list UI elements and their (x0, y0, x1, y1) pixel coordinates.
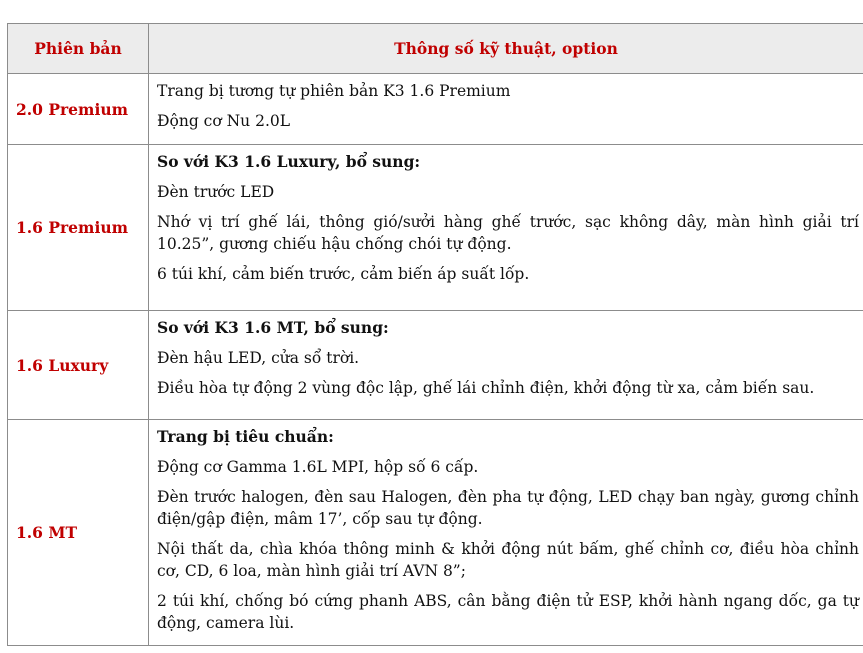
specs-cell (149, 420, 863, 646)
variant-cell: 1.6 Luxury (8, 311, 149, 420)
spec-line: Nhớ vị trí ghế lái, thông gió/sưởi hàng ghế trước, sạc không dây, màn hình giải trí 10.25”, gương chiếu hậu chống chói tự động. (157, 213, 859, 253)
table-row (8, 311, 863, 420)
spec-line: Nội thất da, chìa khóa thông minh & khởi động nút bấm, ghế chỉnh cơ, điều hòa chỉnh cơ, CD, 6 loa, màn hình giải trí AVN 8”; (157, 540, 859, 580)
header-specs: Thông số kỹ thuật, option (149, 24, 863, 74)
table-header (8, 24, 863, 74)
spec-line: Động cơ Gamma 1.6L MPI, hộp số 6 cấp. (157, 458, 479, 476)
specs-cell (149, 74, 863, 145)
spec-line: Đèn trước LED (157, 183, 275, 201)
spec-line: Trang bị tương tự phiên bản K3 1.6 Premium (157, 82, 511, 100)
table-row (8, 420, 863, 646)
spec-line: Điều hòa tự động 2 vùng độc lập, ghế lái chỉnh điện, khởi động từ xa, cảm biến sau. (157, 379, 815, 397)
spec-heading: So với K3 1.6 MT, bổ sung: (157, 318, 389, 337)
table-body (8, 74, 863, 646)
header-row (8, 24, 863, 74)
spec-line: Đèn hậu LED, cửa sổ trời. (157, 349, 360, 367)
specs-cell (149, 145, 863, 311)
variant-cell: 2.0 Premium (8, 74, 149, 145)
spec-table (7, 23, 863, 646)
spec-heading: So với K3 1.6 Luxury, bổ sung: (157, 152, 421, 171)
variant-cell: 1.6 MT (8, 420, 149, 646)
specs-cell (149, 311, 863, 420)
table-row (8, 74, 863, 145)
spec-line: Đèn trước halogen, đèn sau Halogen, đèn pha tự động, LED chạy ban ngày, gương chỉnh điện/gập điện, mâm 17’, cốp sau tự động. (157, 488, 859, 528)
header-variant: Phiên bản (8, 24, 149, 74)
spec-heading: Trang bị tiêu chuẩn: (157, 427, 334, 446)
spec-line: 2 túi khí, chống bó cứng phanh ABS, cân bằng điện tử ESP, khởi hành ngang dốc, ga tự động, camera lùi. (157, 592, 859, 632)
spec-line: 6 túi khí, cảm biến trước, cảm biến áp suất lốp. (157, 265, 530, 283)
variant-cell: 1.6 Premium (8, 145, 149, 311)
spec-line: Động cơ Nu 2.0L (157, 112, 291, 130)
table-row (8, 145, 863, 311)
